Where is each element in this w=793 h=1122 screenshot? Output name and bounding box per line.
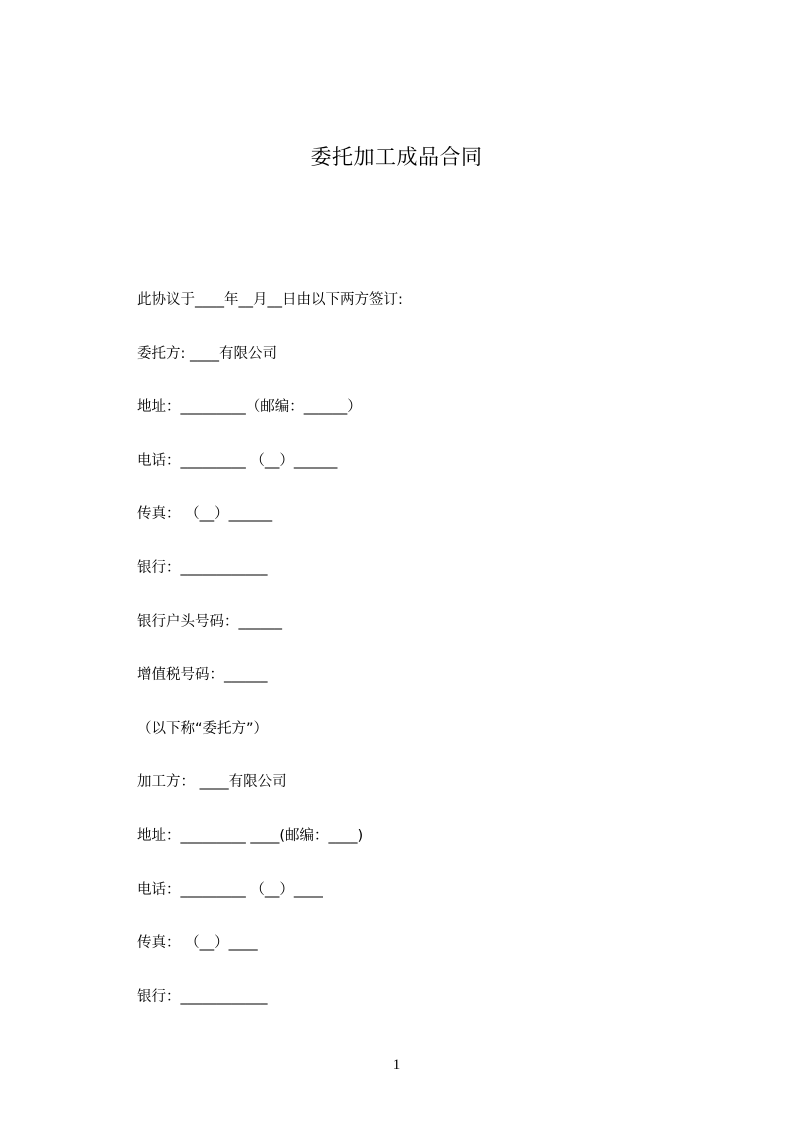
contract-body xyxy=(137,290,697,1040)
processor-fax-line: 传真： （__）____ xyxy=(137,935,258,952)
principal-bank-account-line: 银行户头号码：______ xyxy=(137,613,282,630)
document-title: 委托加工成品合同 xyxy=(310,145,483,169)
principal-phone-line: 电话：_________ （__）______ xyxy=(137,452,338,469)
processor-name-line: 加工方： ____有限公司 xyxy=(137,774,287,791)
agreement-date-line: 此协议于____年__月__日由以下两方签订: xyxy=(137,292,403,308)
processor-bank-line: 银行：____________ xyxy=(137,988,268,1005)
principal-designation-line: （以下称“委托方”） xyxy=(137,720,269,737)
principal-fax-line: 传真： （__）______ xyxy=(137,506,273,523)
principal-name-line: 委托方: ____有限公司 xyxy=(137,345,277,362)
principal-address-line: 地址：_________（邮编：______） xyxy=(137,399,362,416)
principal-bank-line: 银行：____________ xyxy=(137,559,268,576)
page-number: 1 xyxy=(392,1057,401,1073)
processor-address-line: 地址：_________ ____(邮编：____) xyxy=(137,827,364,844)
principal-vat-number-line: 增值税号码：______ xyxy=(137,667,268,684)
processor-phone-line: 电话：_________ （__）____ xyxy=(137,881,323,898)
